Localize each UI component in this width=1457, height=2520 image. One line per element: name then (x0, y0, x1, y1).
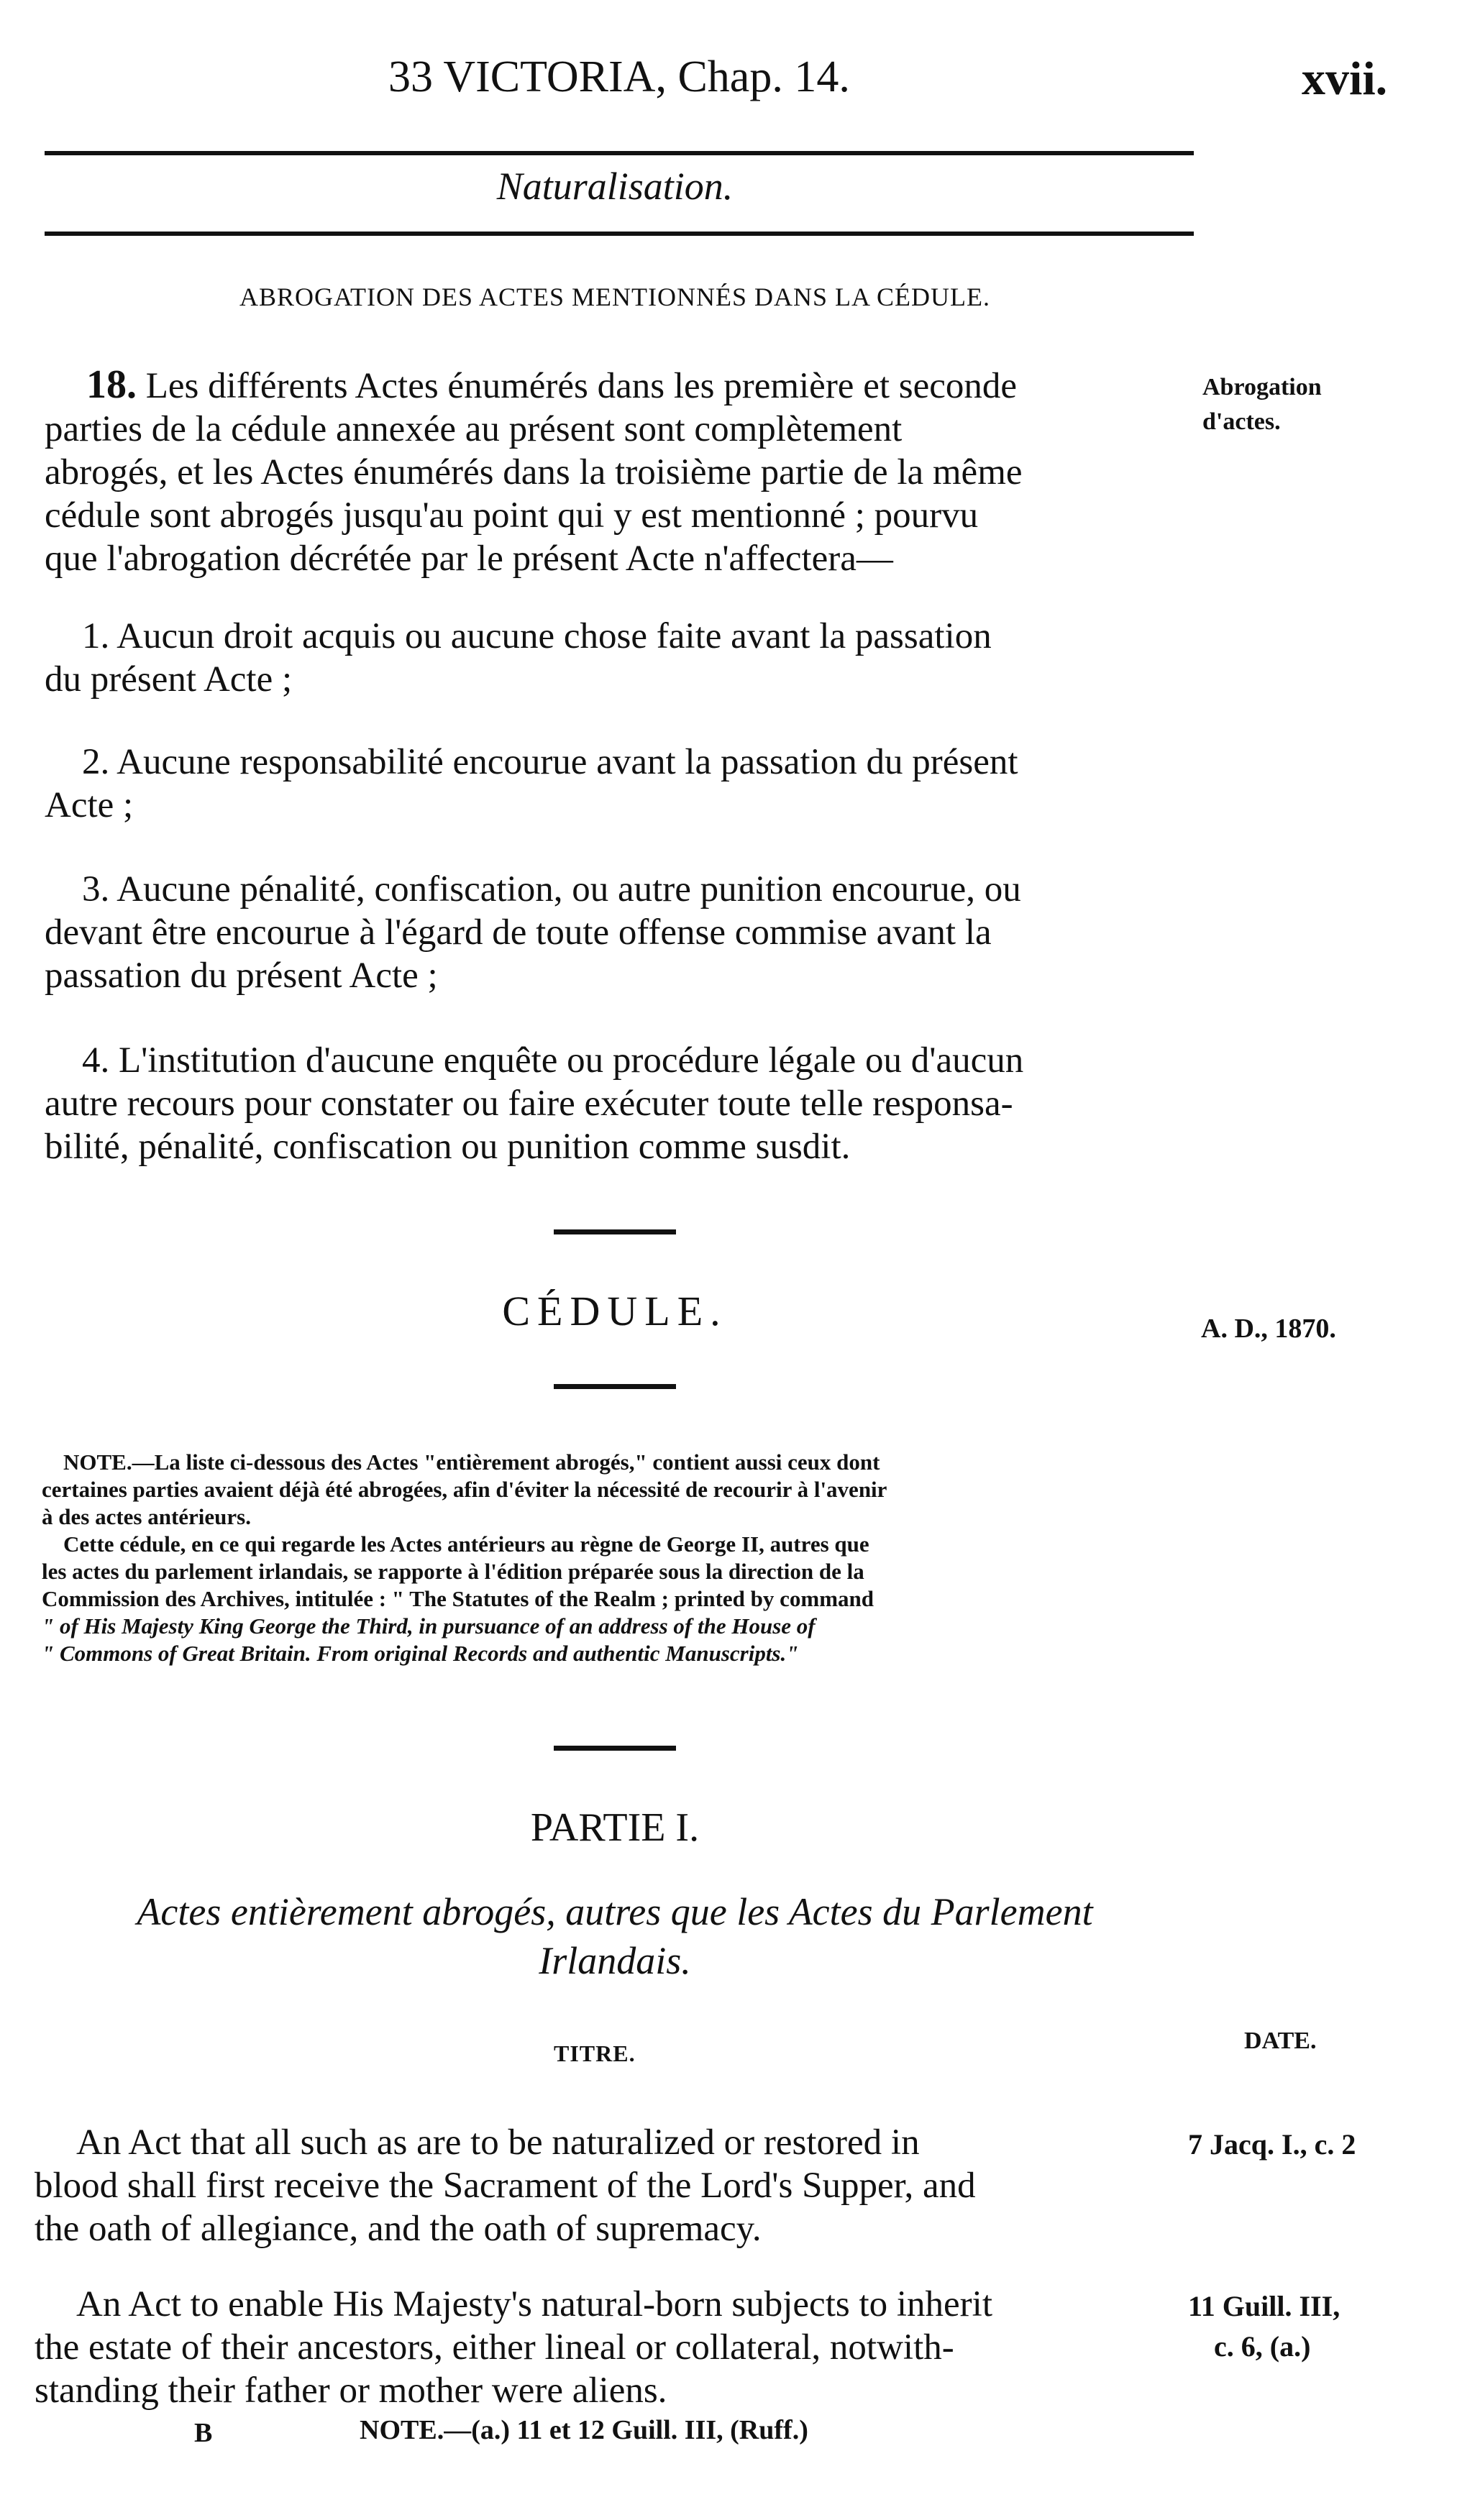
clause-3-line-1: 3. Aucune pénalité, confiscation, ou autre punition encourue, ou (82, 869, 1021, 910)
note-line: à des actes antérieurs. (42, 1504, 251, 1529)
act-line: blood shall first receive the Sacrament of the Lord's Supper, and (35, 2166, 976, 2206)
column-header-date: DATE. (1244, 2028, 1317, 2054)
section-18-text-1: Les différents Actes énumérés dans les première et seconde (145, 366, 1017, 406)
column-header-titre: TITRE. (554, 2040, 636, 2066)
cedule-date: A. D., 1870. (1201, 1314, 1336, 1344)
clause-2 (45, 741, 1195, 827)
clause-4-line-1: 4. L'institution d'aucune enquête ou procédure légale ou d'aucun (82, 1040, 1024, 1081)
act-line: the estate of their ancestors, either lineal or collateral, notwith- (35, 2327, 954, 2368)
margin-note (1202, 370, 1322, 439)
section-18-line-3: abrogés, et les Actes énumérés dans la troisième partie de la même (45, 452, 1023, 492)
note-line: NOTE.—La liste ci-dessous des Actes "entièrement abrogés," contient aussi ceux dont (63, 1449, 880, 1475)
act-line: standing their father or mother were aliens. (35, 2370, 667, 2411)
margin-note-line-2: d'actes. (1202, 408, 1281, 435)
act-line: An Act to enable His Majesty's natural-born subjects to inherit (76, 2284, 993, 2324)
partie-subtitle (0, 1887, 1230, 1985)
act-line: the oath of allegiance, and the oath of supremacy. (35, 2209, 762, 2249)
running-title: 33 VICTORIA, Chap. 14. (388, 52, 850, 101)
act-date (1188, 2286, 1340, 2367)
note-line: Cette cédule, en ce qui regarde les Actes antérieurs au règne de George II, autres que (63, 1531, 869, 1557)
clause-2-line-2: Acte ; (45, 785, 134, 825)
margin-note-line-1: Abrogation (1202, 374, 1322, 400)
section-number: 18. (86, 362, 137, 407)
divider-rule (554, 1746, 676, 1751)
partie-subtitle-line-1: Actes entièrement abrogés, autres que les Actes du Parlement (137, 1890, 1093, 1933)
clause-4 (45, 1039, 1195, 1168)
clause-3-line-2: devant être encourue à l'égard de toute offense commise avant la (45, 912, 992, 953)
note-block (42, 1449, 1192, 1667)
act-date-line: 11 Guill. III, (1188, 2290, 1340, 2322)
clause-3-line-3: passation du présent Acte ; (45, 956, 438, 996)
clause-1 (45, 615, 1195, 701)
partie-subtitle-line-2: Irlandais. (539, 1939, 691, 1982)
footnote: NOTE.—(a.) 11 et 12 Guill. III, (Ruff.) (360, 2415, 808, 2445)
section-18 (45, 363, 1195, 580)
section-18-line-1 (45, 363, 1195, 408)
act-date-line: c. 6, (a.) (1214, 2330, 1311, 2363)
act-entry (35, 2121, 1185, 2250)
clause-3 (45, 868, 1195, 997)
divider-rule (554, 1229, 676, 1234)
clause-4-line-2: autre recours pour constater ou faire exécuter toute telle responsa- (45, 1083, 1013, 1124)
act-entry (35, 2283, 1185, 2412)
partie-title: PARTIE I. (530, 1805, 700, 1850)
clause-4-line-3: bilité, pénalité, confiscation ou punition comme susdit. (45, 1127, 851, 1167)
clause-1-line-2: du présent Acte ; (45, 659, 293, 700)
note-line: Commission des Archives, intitulée : " The Statutes of the Realm ; printed by command (42, 1586, 874, 1611)
note-line: les actes du parlement irlandais, se rapporte à l'édition préparée sous la direction de la (42, 1559, 864, 1584)
subject-line: Naturalisation. (496, 165, 734, 208)
section-18-line-5: que l'abrogation décrétée par le présent Acte n'affectera— (45, 539, 893, 579)
act-line: An Act that all such as are to be naturalized or restored in (76, 2122, 920, 2163)
divider-rule (554, 1384, 676, 1389)
header-rule-bottom (45, 232, 1194, 236)
signature-mark: B (194, 2418, 213, 2448)
note-line: " Commons of Great Britain. From original Records and authentic Manuscripts." (42, 1641, 799, 1666)
header-rule-top (45, 151, 1194, 155)
section-18-line-4: cédule sont abrogés jusqu'au point qui y est mentionné ; pourvu (45, 495, 979, 536)
cedule-title: CÉDULE. (502, 1288, 728, 1334)
act-date (1188, 2125, 1356, 2165)
section-18-line-2: parties de la cédule annexée au présent sont complètement (45, 409, 903, 449)
note-line: certaines parties avaient déjà été abrogées, afin d'éviter la nécessité de recourir à l'avenir (42, 1477, 887, 1502)
section-heading: ABROGATION DES ACTES MENTIONNÉS DANS LA CÉDULE. (239, 283, 990, 311)
page-number: xvii. (1302, 52, 1388, 105)
clause-2-line-1: 2. Aucune responsabilité encourue avant la passation du présent (82, 742, 1018, 782)
act-date-line: 7 Jacq. I., c. 2 (1188, 2128, 1356, 2161)
note-line: " of His Majesty King George the Third, in pursuance of an address of the House of (42, 1613, 816, 1639)
clause-1-line-1: 1. Aucun droit acquis ou aucune chose faite avant la passation (82, 616, 992, 656)
